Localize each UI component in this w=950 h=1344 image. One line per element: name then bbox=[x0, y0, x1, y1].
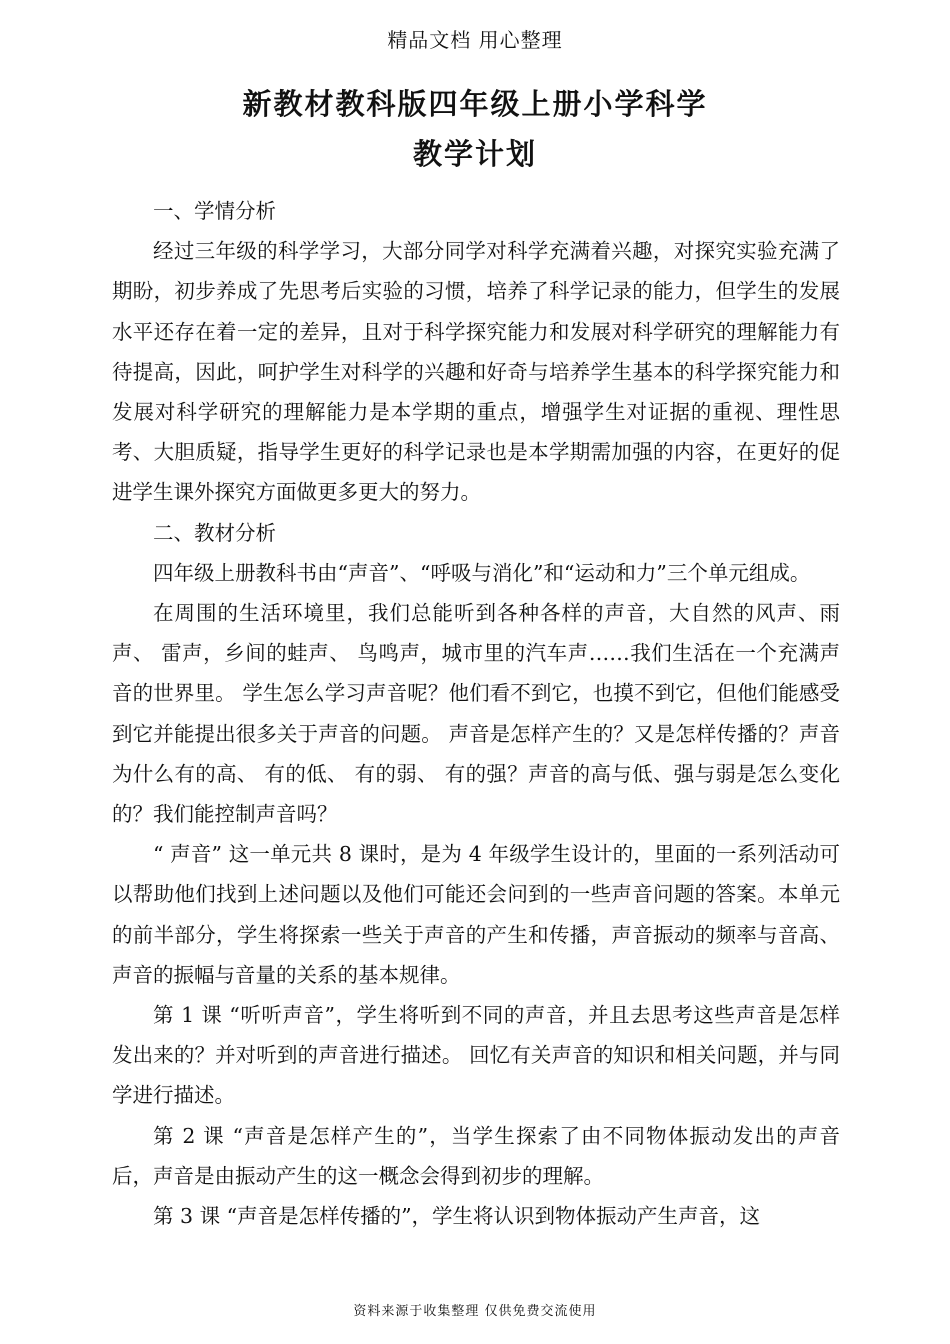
paragraph-sound-unit: “ 声音” 这一单元共 8 课时，是为 4 年级学生设计的，里面的一系列活动可以帮助他们找到上述问题以及他们可能还会问到的一些声音问题的答案。本单元的前半部分，学生将探索一些关于声音的产生和传播，声音振动的频率与音高、 声音的振幅与音量的关系的基本规律。 bbox=[112, 842, 840, 987]
document-title: 新教材教科版四年级上册小学科学 bbox=[242, 87, 708, 121]
paragraph-student-analysis: 经过三年级的科学学习，大部分同学对科学充满着兴趣，对探究实验充满了期盼，初步养成了先思考后实验的习惯，培养了科学记录的能力，但学生的发展水平还存在着一定的差异，且对于科学探究能力和发展对科学研究的理解能力有待提高，因此，呵护学生对科学的兴趣和好奇与培养学生基本的科学探究能力和发展对科学研究的理解能力是本学期的重点，增强学生对证据的重视、理性思考、大胆质疑，指导学生更好的科学记录也是本学期需加强的内容，在更好的促进学生课外探究方面做更多更大的努力。 bbox=[112, 239, 840, 505]
document-subtitle: 教学计划 bbox=[412, 137, 537, 171]
paragraph-lesson-1: 第 1 课 “听听声音”，学生将听到不同的声音，并且去思考这些声音是怎样发出来的？并对听到的声音进行描述。 回忆有关声音的知识和相关问题，并与同学进行描述。 bbox=[112, 1003, 840, 1108]
section-heading-student-analysis: 一、学情分析 bbox=[153, 199, 276, 223]
section-heading-textbook-analysis: 二、教材分析 bbox=[153, 520, 276, 545]
document-body bbox=[112, 191, 840, 1236]
paragraph-lesson-3: 第 3 课 “声音是怎样传播的”，学生将认识到物体振动产生声音，这 bbox=[153, 1204, 761, 1229]
paragraph-textbook-units: 四年级上册教科书由“声音”、“呼吸与消化”和“运动和力”三个单元组成。 bbox=[153, 560, 811, 585]
page-header: 精品文档 用心整理 bbox=[387, 28, 563, 52]
paragraph-sound-intro: 在周围的生活环境里，我们总能听到各种各样的声音，大自然的风声、雨声、 雷声，乡间的蛙声、 鸟鸣声，城市里的汽车声……我们生活在一个充满声音的世界里。 学生怎么学习声音呢？他们看不到它，也摸不到它，但他们能感受到它并能提出很多关于声音的问题。 声音是怎样产生的？又是怎样传播的？声音为什么有的高、 有的低、 有的弱、 有的强？声音的高与低、强与弱是怎么变化的？我们能控制声音吗？ bbox=[112, 601, 840, 827]
page-footer: 资料来源于收集整理 仅供免费交流使用 bbox=[353, 1304, 597, 1319]
paragraph-lesson-2: 第 2 课 “声音是怎样产生的”，当学生探索了由不同物体振动发出的声音后，声音是由振动产生的这一概念会得到初步的理解。 bbox=[112, 1123, 840, 1188]
